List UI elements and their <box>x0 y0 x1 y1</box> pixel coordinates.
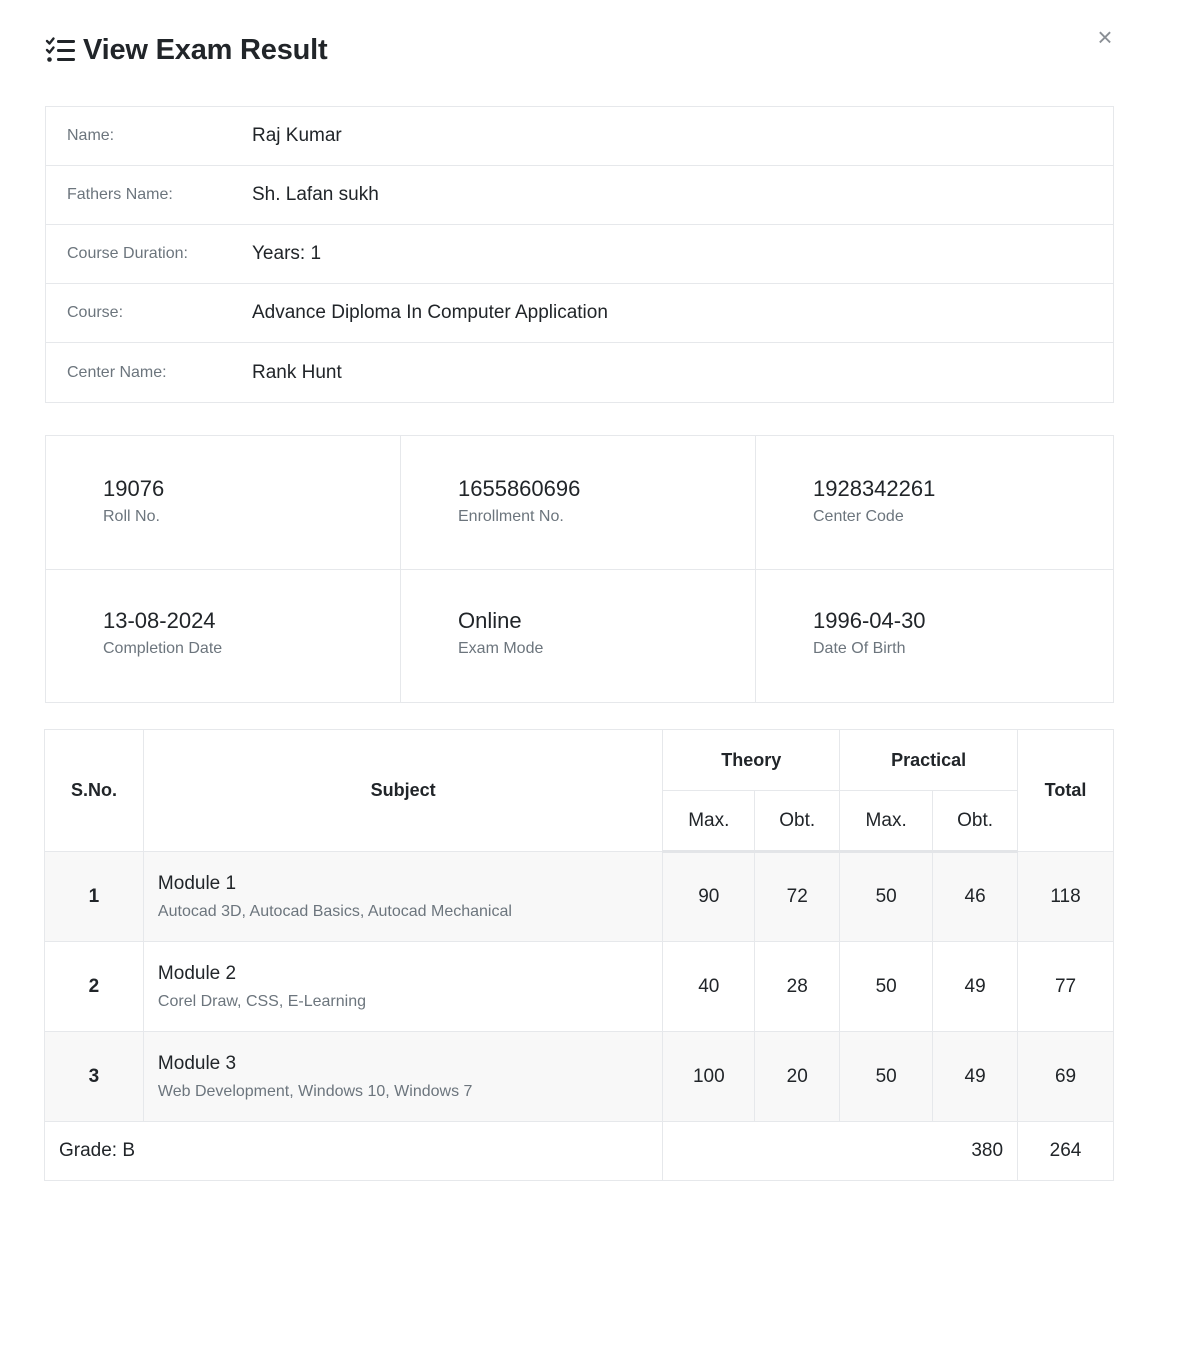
cell-practical-obt: 46 <box>933 852 1018 942</box>
cell-sno: 2 <box>45 942 144 1032</box>
subject-name: Module 3 <box>157 1052 237 1074</box>
header-theory-obt: Obt. <box>755 791 840 852</box>
header-practical: Practical <box>840 730 1018 791</box>
grand-max-cell: 380 <box>663 1122 1018 1181</box>
table-row <box>45 1032 1114 1122</box>
stats-grid <box>45 435 1114 703</box>
header-total: Total <box>1018 730 1114 852</box>
close-button[interactable]: × <box>1097 22 1113 52</box>
info-row-center-name <box>46 343 1113 402</box>
stat-label: Enrollment No. <box>458 508 564 525</box>
stat-enrollment-no <box>401 436 756 570</box>
info-label: Course Duration: <box>67 245 188 262</box>
stat-label: Center Code <box>813 508 904 525</box>
info-row-course-duration <box>46 225 1113 284</box>
header-subject: Subject <box>143 730 662 852</box>
stat-label: Exam Mode <box>458 640 544 657</box>
modal-header <box>45 30 328 70</box>
info-row-course <box>46 284 1113 343</box>
info-row-fathers-name <box>46 166 1113 225</box>
cell-sno: 3 <box>45 1032 144 1122</box>
list-check-icon <box>45 36 77 64</box>
marks-table <box>44 729 1114 1181</box>
cell-total: 77 <box>1018 942 1114 1032</box>
subject-desc: Autocad 3D, Autocad Basics, Autocad Mechanical <box>157 902 512 920</box>
modal-title: View Exam Result <box>83 33 328 66</box>
cell-theory-max: 90 <box>663 852 755 942</box>
stat-roll-no <box>46 436 401 570</box>
info-row-name <box>46 107 1113 166</box>
stat-center-code <box>756 436 1113 570</box>
stat-label: Roll No. <box>103 508 160 525</box>
subject-name: Module 1 <box>157 872 237 894</box>
header-sno: S.No. <box>45 730 144 852</box>
info-value: Rank Hunt <box>252 361 342 383</box>
subject-desc: Corel Draw, CSS, E-Learning <box>157 992 367 1010</box>
stat-value: 13-08-2024 <box>103 608 216 633</box>
header-practical-max: Max. <box>840 791 933 852</box>
cell-total: 69 <box>1018 1032 1114 1122</box>
stat-value: 1655860696 <box>458 476 581 501</box>
table-row <box>45 852 1114 942</box>
stat-value: 1928342261 <box>813 476 936 501</box>
cell-practical-max: 50 <box>840 1032 933 1122</box>
stat-date-of-birth <box>756 570 1113 702</box>
cell-theory-obt: 28 <box>755 942 840 1032</box>
stat-value: 1996-04-30 <box>813 608 926 633</box>
cell-practical-obt: 49 <box>933 1032 1018 1122</box>
cell-subject <box>143 942 662 1032</box>
cell-practical-obt: 49 <box>933 942 1018 1032</box>
cell-theory-obt: 72 <box>755 852 840 942</box>
subject-name: Module 2 <box>157 962 237 984</box>
grand-total-cell: 264 <box>1018 1122 1114 1181</box>
cell-practical-max: 50 <box>840 942 933 1032</box>
cell-theory-max: 40 <box>663 942 755 1032</box>
cell-theory-obt: 20 <box>755 1032 840 1122</box>
info-label: Name: <box>67 127 115 144</box>
info-value: Sh. Lafan sukh <box>252 184 379 205</box>
header-theory: Theory <box>663 730 840 791</box>
header-theory-max: Max. <box>663 791 755 852</box>
cell-theory-max: 100 <box>663 1032 755 1122</box>
table-row <box>45 942 1114 1032</box>
table-header-row <box>45 730 1114 791</box>
stat-label: Completion Date <box>103 640 223 657</box>
info-label: Fathers Name: <box>67 186 173 203</box>
table-footer-row <box>45 1122 1114 1181</box>
student-info-table <box>45 106 1114 403</box>
cell-subject <box>143 1032 662 1122</box>
info-label: Course: <box>67 304 124 321</box>
grade-cell: Grade: B <box>45 1122 663 1181</box>
cell-total: 118 <box>1018 852 1114 942</box>
info-value: Advance Diploma In Computer Application <box>252 302 608 323</box>
stat-value: 19076 <box>103 476 165 501</box>
cell-subject <box>143 852 662 942</box>
info-value: Years: 1 <box>252 243 322 264</box>
cell-practical-max: 50 <box>840 852 933 942</box>
stat-completion-date <box>46 570 401 702</box>
stat-value: Online <box>458 608 522 633</box>
stat-exam-mode <box>401 570 756 702</box>
info-label: Center Name: <box>67 363 167 381</box>
stat-label: Date Of Birth <box>813 640 906 657</box>
info-value: Raj Kumar <box>252 125 342 146</box>
header-practical-obt: Obt. <box>933 791 1018 852</box>
cell-sno: 1 <box>45 852 144 942</box>
subject-desc: Web Development, Windows 10, Windows 7 <box>157 1082 473 1100</box>
